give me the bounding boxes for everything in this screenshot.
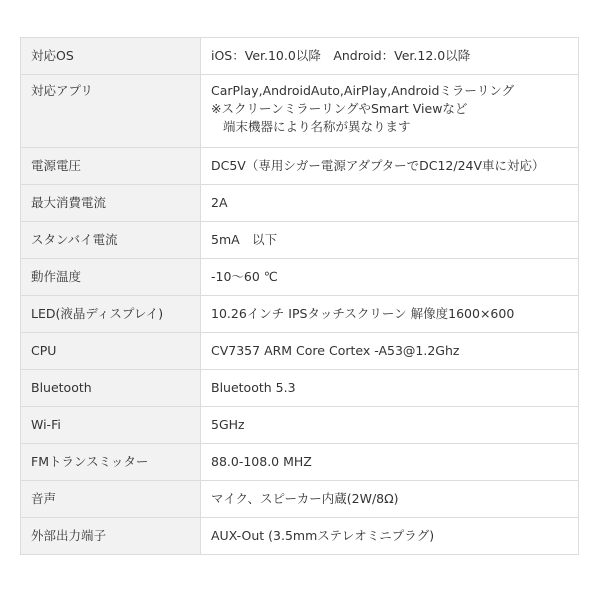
spec-value-line: CarPlay,AndroidAuto,AirPlay,Androidミラーリング: [211, 83, 515, 98]
spec-row-wifi: [21, 407, 579, 444]
spec-row-apps: [21, 75, 579, 148]
spec-value-line: AUX-Out (3.5mmステレオミニプラグ): [211, 528, 435, 543]
spec-row-temperature: [21, 259, 579, 296]
spec-value-line: マイク、スピーカー内蔵(2W/8Ω): [211, 491, 399, 506]
spec-value-line: CV7357 ARM Core Cortex -A53@1.2Ghz: [211, 343, 460, 358]
spec-label: 動作温度: [21, 259, 201, 296]
spec-value: [201, 296, 579, 333]
spec-value-line: Bluetooth 5.3: [211, 380, 296, 395]
spec-label: FMトランスミッター: [21, 444, 201, 481]
spec-row-aux-output: [21, 518, 579, 555]
spec-table: [20, 37, 579, 555]
spec-value: [201, 370, 579, 407]
spec-value: [201, 222, 579, 259]
spec-row-audio: [21, 481, 579, 518]
spec-value-line: 2A: [211, 195, 228, 210]
spec-label: 対応アプリ: [21, 75, 201, 148]
spec-value-line: 10.26インチ IPSタッチスクリーン 解像度1600×600: [211, 306, 515, 321]
spec-label: 外部出力端子: [21, 518, 201, 555]
spec-row-cpu: [21, 333, 579, 370]
spec-row-fm-transmitter: [21, 444, 579, 481]
spec-label: スタンバイ電流: [21, 222, 201, 259]
spec-value: [201, 481, 579, 518]
spec-value-line: 88.0-108.0 MHZ: [211, 454, 312, 469]
spec-row-max-current: [21, 185, 579, 222]
spec-value-line: -10～60 ℃: [211, 269, 278, 284]
spec-value: [201, 333, 579, 370]
spec-value: [201, 185, 579, 222]
spec-label: 最大消費電流: [21, 185, 201, 222]
spec-label: CPU: [21, 333, 201, 370]
spec-value-line: 端末機器により名称が異なります: [223, 119, 411, 134]
spec-value: [201, 407, 579, 444]
spec-value: [201, 38, 579, 75]
spec-value: [201, 444, 579, 481]
spec-row-display: [21, 296, 579, 333]
spec-row-bluetooth: [21, 370, 579, 407]
spec-row-standby-current: [21, 222, 579, 259]
spec-value-line: DC5V（専用シガー電源アダプターでDC12/24V車に対応）: [211, 158, 545, 173]
spec-value-line: 5mA 以下: [211, 232, 278, 247]
spec-label: 対応OS: [21, 38, 201, 75]
spec-value: [201, 148, 579, 185]
spec-value: [201, 518, 579, 555]
spec-label: Wi-Fi: [21, 407, 201, 444]
spec-value-line: 5GHz: [211, 417, 245, 432]
spec-label: 電源電圧: [21, 148, 201, 185]
spec-value-line: ※スクリーンミラーリングやSmart Viewなど: [211, 101, 468, 116]
spec-value-line: iOS：Ver.10.0以降 Android：Ver.12.0以降: [211, 48, 471, 63]
spec-value: [201, 259, 579, 296]
spec-label: 音声: [21, 481, 201, 518]
spec-row-os: [21, 38, 579, 75]
spec-row-voltage: [21, 148, 579, 185]
spec-label: Bluetooth: [21, 370, 201, 407]
spec-value: [201, 75, 579, 148]
spec-label: LED(液晶ディスプレイ): [21, 296, 201, 333]
